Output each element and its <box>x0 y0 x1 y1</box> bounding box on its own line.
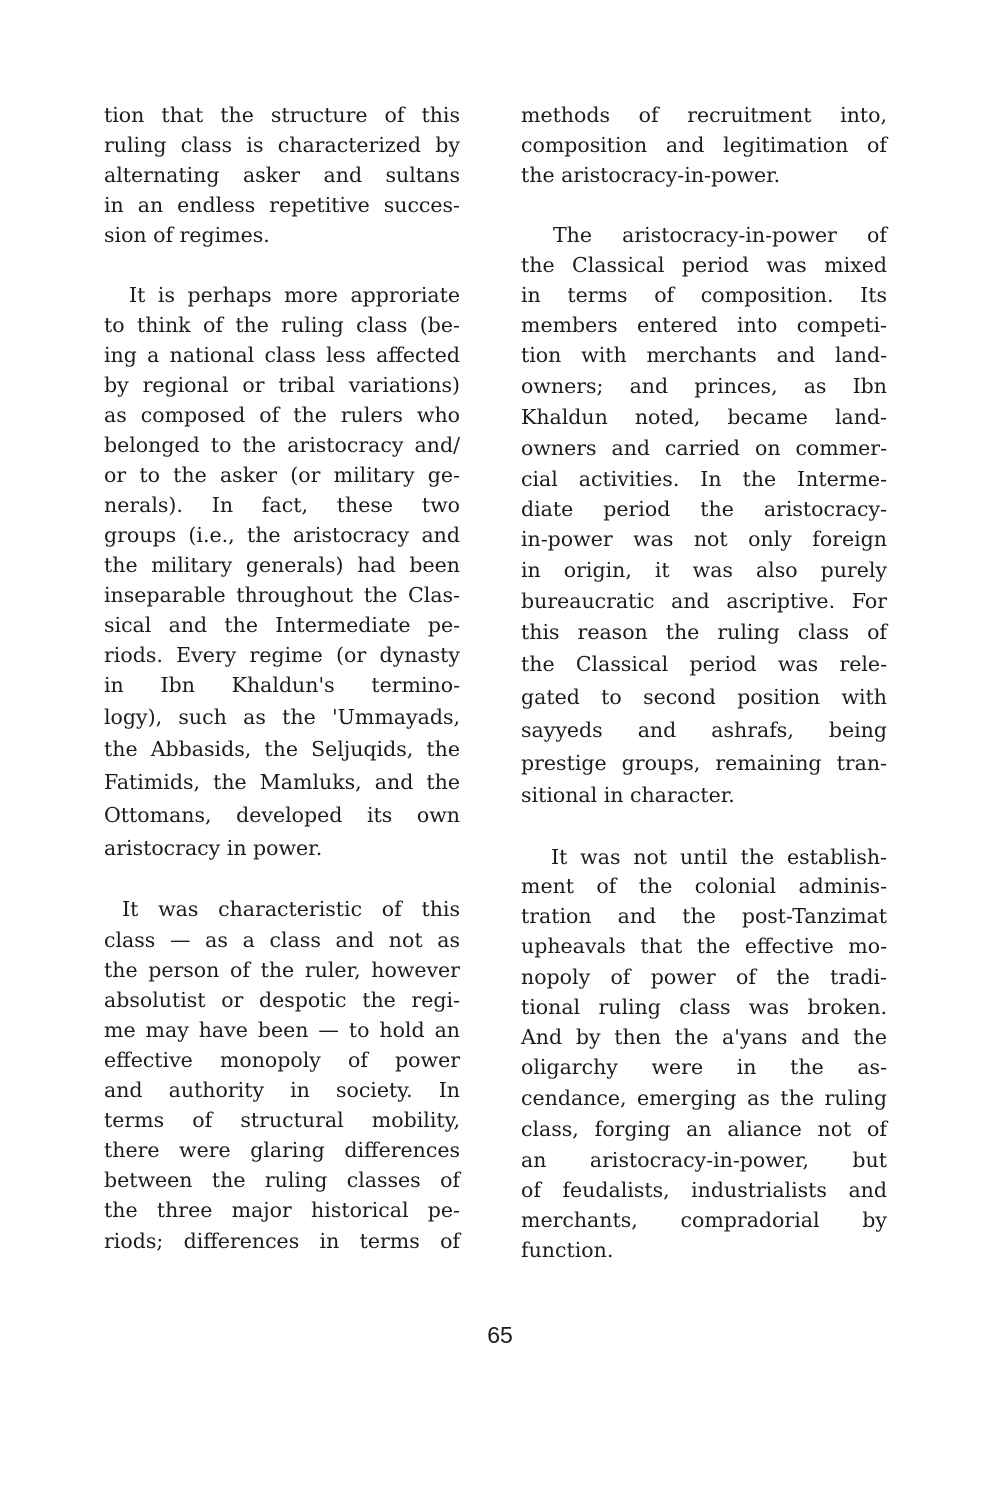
text-line: inseparable throughout the Clas- <box>104 583 460 607</box>
text-line: sayyeds and ashrafs, being <box>521 718 887 742</box>
text-line: And by then the a'yans and the <box>521 1025 887 1049</box>
text-line: an aristocracy-in-power, but <box>521 1148 887 1172</box>
text-line: the military generals) had been <box>104 553 460 577</box>
text-line: It is perhaps more approriate <box>129 283 460 307</box>
text-line: as composed of the rulers who <box>104 403 460 427</box>
text-line: absolutist or despotic the regi- <box>104 988 460 1012</box>
text-line: or to the asker (or military ge- <box>104 463 460 487</box>
text-line: aristocracy in power. <box>104 836 323 860</box>
text-line: me may have been — to hold an <box>104 1018 460 1042</box>
text-line: tration and the post-Tanzimat <box>521 904 887 928</box>
text-line: Fatimids, the Mamluks, and the <box>104 770 460 794</box>
page-number: 65 <box>487 1322 513 1348</box>
text-line: ing a national class less affected <box>104 343 460 367</box>
text-line: gated to second position with <box>521 685 887 709</box>
text-line: methods of recruitment into, <box>521 103 887 127</box>
text-line: sitional in character. <box>521 783 735 807</box>
text-line: in-power was not only foreign <box>521 527 887 551</box>
text-line: sion of regimes. <box>104 223 270 247</box>
text-line: effective monopoly of power <box>104 1048 460 1072</box>
text-line: tion that the structure of this <box>104 103 460 127</box>
text-line: Khaldun noted, became land- <box>521 405 887 429</box>
text-line: upheavals that the effective mo- <box>521 934 887 958</box>
text-line: cial activities. In the Interme- <box>521 467 887 491</box>
text-line: there were glaring differences <box>104 1138 460 1162</box>
text-line: to think of the ruling class (be- <box>104 313 460 337</box>
text-line: nerals). In fact, these two <box>104 493 460 517</box>
text-line: logy), such as the 'Ummayads, <box>104 705 460 729</box>
text-line: in an endless repetitive succes- <box>104 193 460 217</box>
text-line: terms of structural mobility, <box>104 1108 460 1132</box>
text-line: the three major historical pe- <box>104 1198 460 1222</box>
text-line: bureaucratic and ascriptive. For <box>521 589 887 613</box>
text-line: the person of the ruler, however <box>104 958 460 982</box>
text-line: sical and the Intermediate pe- <box>104 613 460 637</box>
text-line: owners and carried on commer- <box>521 436 887 460</box>
text-line: belonged to the aristocracy and/ <box>104 433 460 457</box>
text-line: class, forging an aliance not of <box>521 1117 887 1141</box>
text-line: groups (i.e., the aristocracy and <box>104 523 460 547</box>
text-line: composition and legitimation of <box>521 133 887 157</box>
text-line: ment of the colonial adminis- <box>521 874 887 898</box>
text-line: this reason the ruling class of <box>521 620 887 644</box>
text-line: in origin, it was also purely <box>521 558 887 582</box>
text-line: diate period the aristocracy- <box>521 497 887 521</box>
text-line: cendance, emerging as the ruling <box>521 1086 887 1110</box>
text-line: the Classical period was rele- <box>521 652 887 676</box>
text-line: by regional or tribal variations) <box>104 373 460 397</box>
text-line: tion with merchants and land- <box>521 343 887 367</box>
text-line: prestige groups, remaining tran- <box>521 751 887 775</box>
text-line: merchants, compradorial by <box>521 1208 887 1232</box>
text-line: owners; and princes, as Ibn <box>521 374 887 398</box>
text-line: ruling class is characterized by <box>104 133 460 157</box>
text-line: the aristocracy-in-power. <box>521 163 781 187</box>
text-line: between the ruling classes of <box>104 1168 460 1192</box>
text-line: The aristocracy-in-power of <box>553 223 887 247</box>
text-line: oligarchy were in the as- <box>521 1055 887 1079</box>
text-line: function. <box>521 1238 614 1262</box>
text-line: tional ruling class was broken. <box>521 995 887 1019</box>
text-line: alternating asker and sultans <box>104 163 460 187</box>
text-line: Ottomans, developed its own <box>104 803 460 827</box>
text-line: riods. Every regime (or dynasty <box>104 643 460 667</box>
text-line: of feudalists, industrialists and <box>521 1178 887 1202</box>
text-line: in terms of composition. Its <box>521 283 887 307</box>
text-line: the Classical period was mixed <box>521 253 887 277</box>
text-line: and authority in society. In <box>104 1078 460 1102</box>
text-line: the Abbasids, the Seljuqids, the <box>104 737 460 761</box>
text-line: class — as a class and not as <box>104 928 460 952</box>
text-line: It was not until the establish- <box>551 845 887 869</box>
text-line: It was characteristic of this <box>122 897 460 921</box>
text-line: members entered into competi- <box>521 313 887 337</box>
text-line: in Ibn Khaldun's termino- <box>104 673 460 697</box>
text-line: nopoly of power of the tradi- <box>521 965 887 989</box>
text-line: riods; differences in terms of <box>104 1229 460 1253</box>
